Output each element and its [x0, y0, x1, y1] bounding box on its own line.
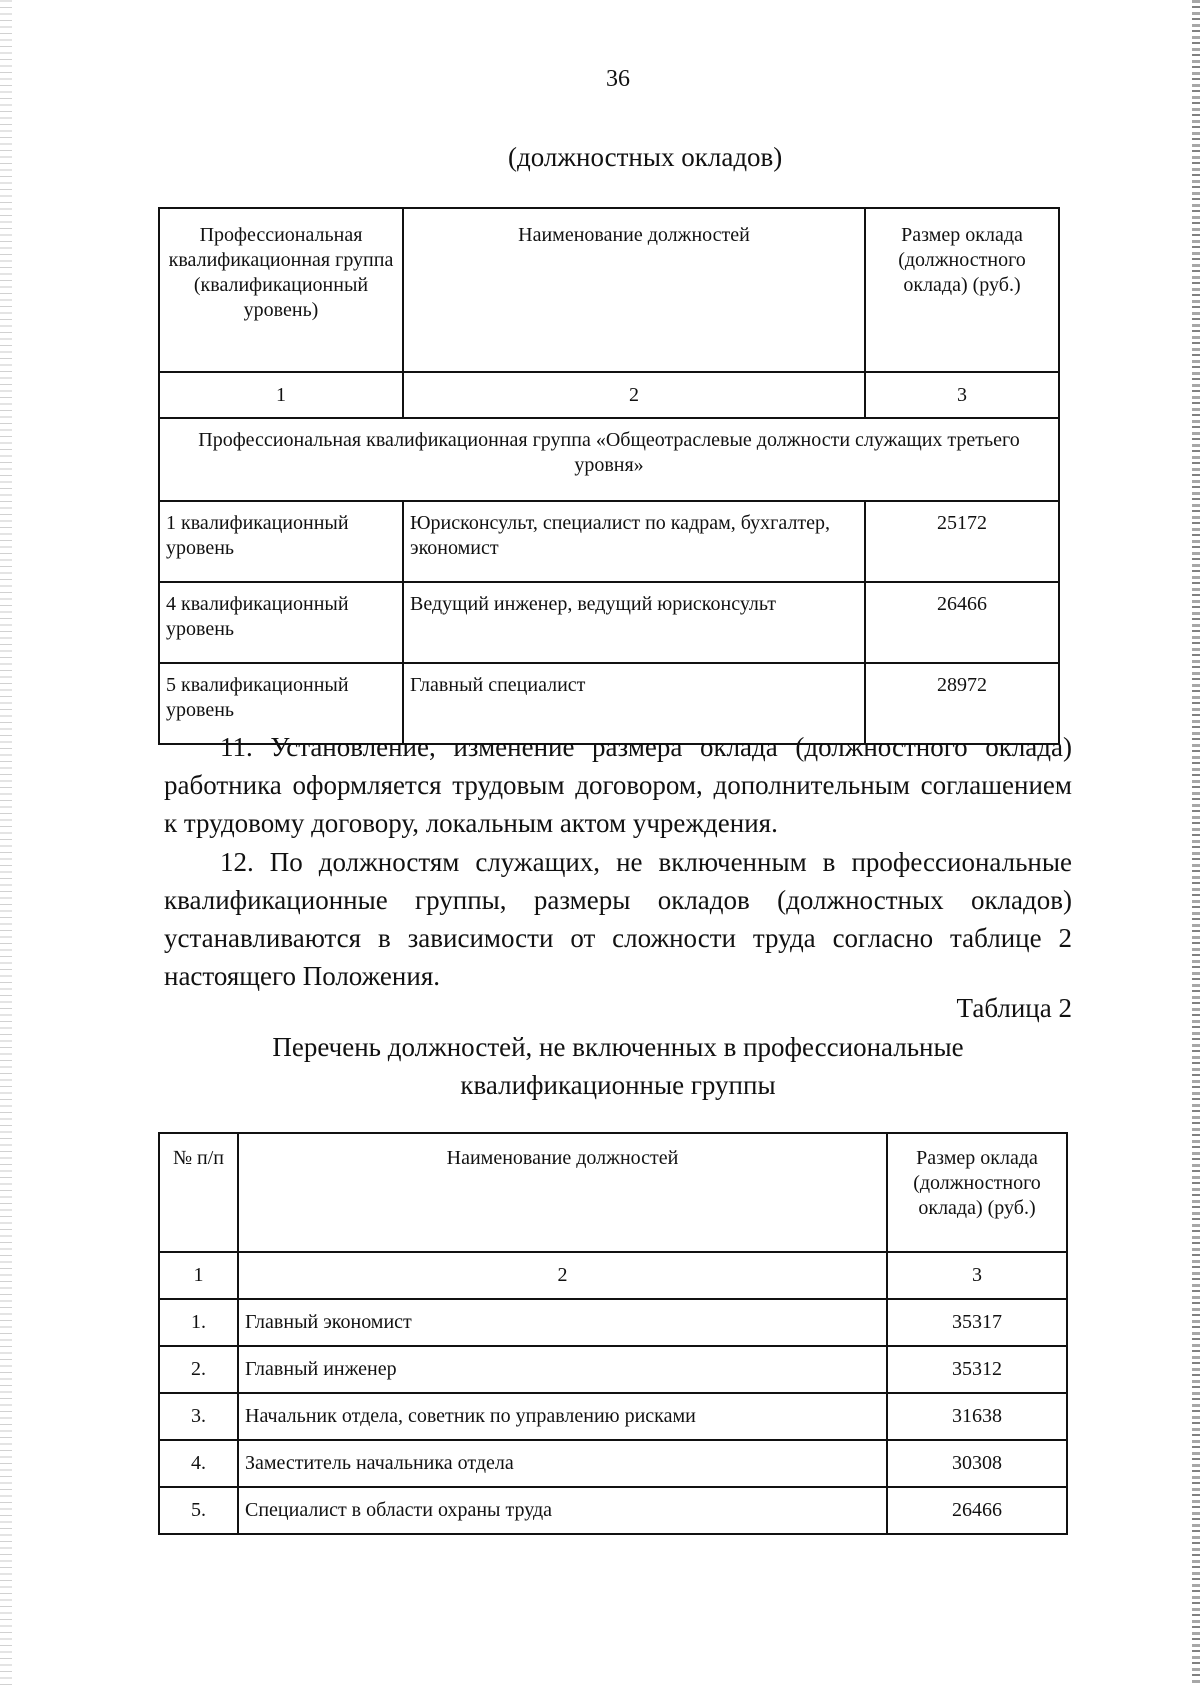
table2-header-salary: Размер оклада (должностного оклада) (руб.)	[887, 1133, 1067, 1252]
position-cell: Начальник отдела, советник по управлению рисками	[238, 1393, 887, 1440]
table1-colnum: 1	[159, 372, 403, 418]
salary-table-2	[158, 1132, 1068, 1535]
table2-title	[0, 1028, 1200, 1104]
table-row	[159, 1393, 1067, 1440]
num-cell: 5.	[159, 1487, 238, 1534]
table2-label: Таблица 2	[956, 993, 1072, 1023]
table2-title-line1: Перечень должностей, не включенных в профессиональные	[272, 1032, 964, 1062]
position-cell: Главный инженер	[238, 1346, 887, 1393]
table2-colnum: 2	[238, 1252, 887, 1299]
level-cell: 5 квалификационный уровень	[159, 663, 403, 744]
scan-edge-right	[1192, 0, 1200, 1685]
table-row	[159, 582, 1059, 663]
table1-group-title: Профессиональная квалификационная группа «Общеотраслевые должности служащих третьего уровня»	[159, 418, 1059, 501]
positions-cell: Главный специалист	[403, 663, 865, 744]
table2-colnum: 3	[887, 1252, 1067, 1299]
table1-colnum: 3	[865, 372, 1059, 418]
level-cell: 1 квалификационный уровень	[159, 501, 403, 582]
table-row	[159, 1346, 1067, 1393]
position-cell: Заместитель начальника отдела	[238, 1440, 887, 1487]
salary-cell: 25172	[865, 501, 1059, 582]
paragraph-12-text: 12. По должностям служащих, не включенным в профессиональные квалификационные группы, размеры окладов (должностных окладов) устанавливаются в зависимости от сложности труда согласно таблице 2 настоящего Положения.	[164, 847, 1072, 991]
positions-cell: Юрисконсульт, специалист по кадрам, бухгалтер, экономист	[403, 501, 865, 582]
table2-header-num: № п/п	[159, 1133, 238, 1252]
continued-heading: (должностных окладов)	[508, 142, 783, 172]
salary-cell: 28972	[865, 663, 1059, 744]
table1-header-group: Профессиональная квалификационная группа (квалификационный уровень)	[159, 208, 403, 372]
level-cell: 4 квалификационный уровень	[159, 582, 403, 663]
table-row	[159, 1440, 1067, 1487]
table-row	[159, 501, 1059, 582]
salary-cell: 35312	[887, 1346, 1067, 1393]
num-cell: 4.	[159, 1440, 238, 1487]
paragraph-11	[164, 728, 1072, 842]
table1-header-row	[159, 208, 1059, 372]
table-row	[159, 1299, 1067, 1346]
table2-header-positions: Наименование должностей	[238, 1133, 887, 1252]
salary-cell: 35317	[887, 1299, 1067, 1346]
salary-cell: 31638	[887, 1393, 1067, 1440]
paragraph-12	[164, 843, 1072, 995]
scan-edge-left	[0, 0, 12, 1685]
page-number: 36	[606, 66, 630, 92]
salary-cell: 30308	[887, 1440, 1067, 1487]
position-cell: Главный экономист	[238, 1299, 887, 1346]
num-cell: 2.	[159, 1346, 238, 1393]
table1-header-positions: Наименование должностей	[403, 208, 865, 372]
num-cell: 1.	[159, 1299, 238, 1346]
paragraph-11-text: 11. Установление, изменение размера оклада (должностного оклада) работника оформляется трудовым договором, дополнительным соглашением к трудовому договору, локальным актом учреждения.	[164, 732, 1072, 838]
table2-colnum-row	[159, 1252, 1067, 1299]
positions-cell: Ведущий инженер, ведущий юрисконсульт	[403, 582, 865, 663]
table1-colnum: 2	[403, 372, 865, 418]
salary-table-1	[158, 207, 1060, 745]
salary-cell: 26466	[865, 582, 1059, 663]
table1-colnum-row	[159, 372, 1059, 418]
table-row	[159, 1487, 1067, 1534]
num-cell: 3.	[159, 1393, 238, 1440]
salary-cell: 26466	[887, 1487, 1067, 1534]
table1-header-salary: Размер оклада (должностного оклада) (руб.)	[865, 208, 1059, 372]
table1-group-row	[159, 418, 1059, 501]
table2-title-line2: квалификационные группы	[460, 1070, 776, 1100]
position-cell: Специалист в области охраны труда	[238, 1487, 887, 1534]
table2-colnum: 1	[159, 1252, 238, 1299]
table2-header-row	[159, 1133, 1067, 1252]
